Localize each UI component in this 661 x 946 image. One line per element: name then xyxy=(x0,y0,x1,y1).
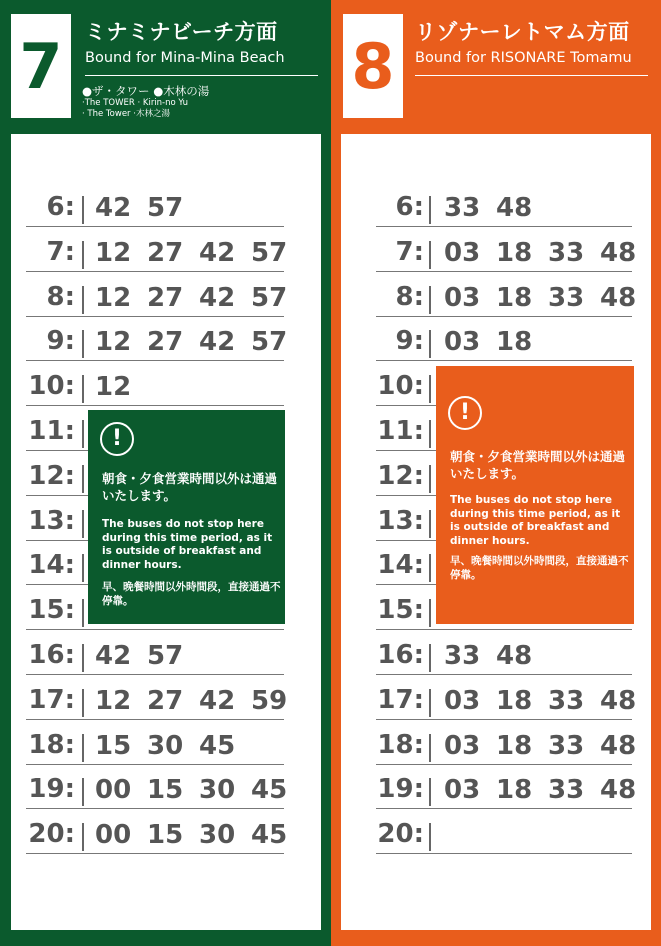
hour-separator xyxy=(82,689,84,717)
timetable-row xyxy=(0,369,320,414)
minutes-list xyxy=(444,327,548,357)
hour-separator xyxy=(82,241,84,269)
departure-minute: 45 xyxy=(251,820,288,851)
row-divider xyxy=(376,764,632,765)
departure-minute: 27 xyxy=(147,282,184,313)
departure-minute: 45 xyxy=(251,775,288,806)
timetable-route-8 xyxy=(331,0,661,946)
hour-separator xyxy=(429,375,431,403)
minutes-list xyxy=(95,238,303,268)
timetable-row xyxy=(0,728,320,773)
timetable-row xyxy=(331,638,651,683)
departure-minute: 48 xyxy=(600,282,637,313)
row-divider xyxy=(26,316,284,317)
departure-minute: 45 xyxy=(199,730,236,761)
row-divider xyxy=(376,629,632,630)
hour-label: 10: xyxy=(377,371,424,402)
row-divider xyxy=(26,853,284,854)
timetable-row xyxy=(0,817,320,862)
hour-separator xyxy=(429,330,431,358)
hour-separator xyxy=(82,554,84,582)
notice-box xyxy=(88,410,285,624)
hour-label: 10: xyxy=(28,371,75,402)
hour-label: 18: xyxy=(28,729,75,760)
timetable-row xyxy=(0,190,320,235)
departure-minute: 15 xyxy=(147,820,184,851)
row-divider xyxy=(376,316,632,317)
hour-separator xyxy=(429,286,431,314)
hour-label: 9: xyxy=(46,326,75,357)
minutes-list xyxy=(95,193,199,223)
notice-box xyxy=(436,366,634,624)
departure-minute: 59 xyxy=(251,685,288,716)
minutes-list xyxy=(444,775,652,805)
row-divider xyxy=(26,405,284,406)
hour-separator xyxy=(429,510,431,538)
row-divider xyxy=(376,360,632,361)
hour-separator xyxy=(82,286,84,314)
departure-minute: 18 xyxy=(496,327,533,358)
hour-separator xyxy=(82,599,84,627)
row-divider xyxy=(376,853,632,854)
departure-minute: 57 xyxy=(251,282,288,313)
notice-en: The buses do not stop here during this time period, as it is outside of breakfast and dinner hours. xyxy=(102,518,273,571)
notice-jp: 朝食・夕食営業時間以外は通過いたします。 xyxy=(450,449,626,481)
route-title-en: Bound for Mina-Mina Beach xyxy=(85,50,285,66)
minutes-list xyxy=(95,775,303,805)
hour-label: 19: xyxy=(377,774,424,805)
row-divider xyxy=(26,360,284,361)
departure-minute: 18 xyxy=(496,282,533,313)
hour-label: 6: xyxy=(46,192,75,222)
hour-label: 11: xyxy=(28,415,75,446)
minutes-list xyxy=(444,238,652,268)
departure-minute: 42 xyxy=(199,282,236,313)
hour-separator xyxy=(429,689,431,717)
departure-minute: 00 xyxy=(95,820,132,851)
stops-list xyxy=(82,84,209,120)
departure-minute: 33 xyxy=(548,685,585,716)
departure-minute: 03 xyxy=(444,237,481,268)
title-divider xyxy=(85,75,318,76)
minutes-list xyxy=(95,283,303,313)
hour-separator xyxy=(429,734,431,762)
hour-separator xyxy=(82,510,84,538)
route-number: 8 xyxy=(343,14,403,118)
departure-minute: 48 xyxy=(600,237,637,268)
departure-minute: 48 xyxy=(600,775,637,806)
hour-label: 16: xyxy=(377,639,424,670)
departure-minute: 42 xyxy=(199,237,236,268)
timetable-row xyxy=(331,683,651,728)
hour-label: 15: xyxy=(377,595,424,626)
minutes-list xyxy=(444,731,652,761)
exclamation-circle-icon: ! xyxy=(448,396,482,430)
departure-minute: 48 xyxy=(600,730,637,761)
row-divider xyxy=(376,226,632,227)
hour-separator xyxy=(82,465,84,493)
minutes-list xyxy=(444,686,652,716)
row-divider xyxy=(26,629,284,630)
hour-label: 13: xyxy=(377,505,424,536)
hour-label: 7: xyxy=(395,236,424,267)
departure-minute: 42 xyxy=(95,640,132,671)
hour-label: 20: xyxy=(377,819,424,850)
minutes-list xyxy=(95,327,303,357)
row-divider xyxy=(26,674,284,675)
departure-minute: 12 xyxy=(95,327,132,358)
departure-minute: 03 xyxy=(444,685,481,716)
stops-en: ·The TOWER · Kirin-no Yu xyxy=(82,98,189,108)
departure-minute: 33 xyxy=(444,193,481,223)
departure-minute: 03 xyxy=(444,730,481,761)
notice-en: The buses do not stop here during this time period, as it is outside of breakfast and dinner hours. xyxy=(450,494,621,547)
timetable-row xyxy=(0,683,320,728)
minutes-list xyxy=(444,193,548,223)
hour-label: 17: xyxy=(28,684,75,715)
hour-label: 14: xyxy=(28,550,75,581)
departure-minute: 30 xyxy=(199,775,236,806)
minutes-list xyxy=(95,686,303,716)
hour-separator xyxy=(429,196,431,224)
minutes-list xyxy=(95,731,251,761)
row-divider xyxy=(26,764,284,765)
minutes-list xyxy=(444,283,652,313)
hour-separator xyxy=(82,734,84,762)
departure-minute: 18 xyxy=(496,775,533,806)
hour-separator xyxy=(82,196,84,224)
hour-separator xyxy=(429,599,431,627)
departure-minute: 48 xyxy=(496,640,533,671)
timetable-row xyxy=(0,772,320,817)
departure-minute: 27 xyxy=(147,685,184,716)
departure-minute: 33 xyxy=(548,775,585,806)
hour-label: 9: xyxy=(395,326,424,357)
timetable-row xyxy=(0,235,320,280)
route-title-en: Bound for RISONARE Tomamu xyxy=(415,50,632,66)
departure-minute: 33 xyxy=(444,640,481,671)
departure-minute: 03 xyxy=(444,775,481,806)
hour-label: 16: xyxy=(28,639,75,670)
minutes-list xyxy=(95,372,147,402)
hour-separator xyxy=(82,823,84,851)
timetable-row xyxy=(331,280,651,325)
exclamation-circle-icon: ! xyxy=(100,422,134,456)
departure-minute: 33 xyxy=(548,237,585,268)
timetable-row xyxy=(331,190,651,235)
timetable-row xyxy=(331,772,651,817)
departure-minute: 42 xyxy=(199,327,236,358)
hour-label: 11: xyxy=(377,415,424,446)
timetable-row xyxy=(331,235,651,280)
departure-minute: 30 xyxy=(147,730,184,761)
row-divider xyxy=(26,271,284,272)
hour-label: 13: xyxy=(28,505,75,536)
departure-minute: 33 xyxy=(548,730,585,761)
departure-minute: 18 xyxy=(496,237,533,268)
stops-zh: · The Tower ·木林之湯 xyxy=(82,109,170,119)
row-divider xyxy=(26,719,284,720)
row-divider xyxy=(376,808,632,809)
departure-minute: 57 xyxy=(251,237,288,268)
hour-label: 20: xyxy=(28,819,75,850)
hour-separator xyxy=(429,241,431,269)
departure-minute: 57 xyxy=(147,640,184,671)
hour-label: 17: xyxy=(377,684,424,715)
hour-separator xyxy=(429,420,431,448)
departure-minute: 57 xyxy=(147,193,184,223)
departure-minute: 03 xyxy=(444,282,481,313)
hour-separator xyxy=(429,554,431,582)
hour-separator xyxy=(82,420,84,448)
departure-minute: 30 xyxy=(199,820,236,851)
row-divider xyxy=(376,271,632,272)
departure-minute: 57 xyxy=(251,327,288,358)
departure-minute: 12 xyxy=(95,237,132,268)
hour-label: 14: xyxy=(377,550,424,581)
route-number: 7 xyxy=(11,14,71,118)
departure-minute: 48 xyxy=(496,193,533,223)
minutes-list xyxy=(95,820,303,850)
hour-label: 12: xyxy=(377,460,424,491)
notice-jp: 朝食・夕食営業時間以外は通過いたします。 xyxy=(102,471,278,503)
hour-separator xyxy=(82,644,84,672)
hour-separator xyxy=(429,644,431,672)
timetable-row xyxy=(331,817,651,862)
hour-label: 7: xyxy=(46,236,75,267)
hour-separator xyxy=(429,778,431,806)
departure-minute: 15 xyxy=(147,775,184,806)
departure-minute: 48 xyxy=(600,685,637,716)
minutes-list xyxy=(444,641,548,671)
hour-label: 8: xyxy=(395,281,424,312)
stops-jp: ●ザ・タワー ●木林の湯 xyxy=(82,84,210,98)
departure-minute: 12 xyxy=(95,282,132,313)
departure-minute: 12 xyxy=(95,372,132,403)
hour-separator xyxy=(82,330,84,358)
timetable-row xyxy=(0,280,320,325)
departure-minute: 33 xyxy=(548,282,585,313)
hour-label: 8: xyxy=(46,281,75,312)
departure-minute: 03 xyxy=(444,327,481,358)
minutes-list xyxy=(95,641,199,671)
hour-label: 18: xyxy=(377,729,424,760)
notice-zh: 早、晚餐時間以外時間段，直接通過不停靠。 xyxy=(450,555,629,581)
hour-label: 6: xyxy=(395,192,424,222)
hour-separator xyxy=(429,823,431,851)
departure-minute: 27 xyxy=(147,237,184,268)
hour-separator xyxy=(82,375,84,403)
departure-minute: 15 xyxy=(95,730,132,761)
hour-separator xyxy=(429,465,431,493)
title-divider xyxy=(415,75,648,76)
timetable-row xyxy=(0,324,320,369)
row-divider xyxy=(376,719,632,720)
departure-minute: 18 xyxy=(496,730,533,761)
route-title-jp: ミナミナビーチ方面 xyxy=(85,20,278,44)
timetable-row xyxy=(0,638,320,683)
hour-separator xyxy=(82,778,84,806)
departure-minute: 42 xyxy=(95,193,132,223)
timetable-row xyxy=(331,728,651,773)
hour-label: 15: xyxy=(28,595,75,626)
notice-zh: 早、晚餐時間以外時間段，直接通過不停靠。 xyxy=(102,581,281,607)
departure-minute: 18 xyxy=(496,685,533,716)
departure-minute: 12 xyxy=(95,685,132,716)
departure-minute: 27 xyxy=(147,327,184,358)
departure-minute: 42 xyxy=(199,685,236,716)
hour-label: 19: xyxy=(28,774,75,805)
hour-label: 12: xyxy=(28,460,75,491)
route-title-jp: リゾナーレトマム方面 xyxy=(415,20,630,44)
departure-minute: 00 xyxy=(95,775,132,806)
row-divider xyxy=(26,226,284,227)
row-divider xyxy=(376,674,632,675)
row-divider xyxy=(26,808,284,809)
timetable-row xyxy=(331,324,651,369)
